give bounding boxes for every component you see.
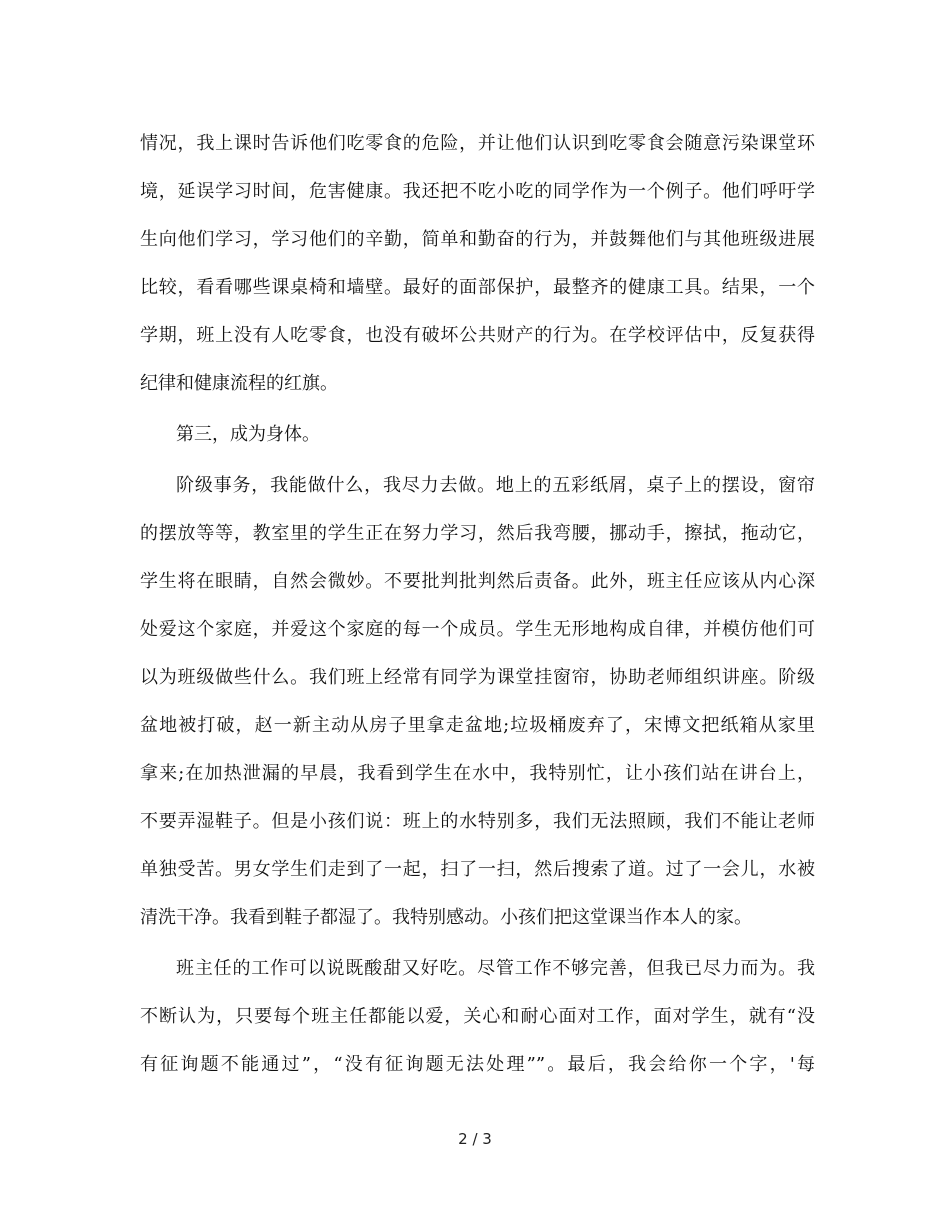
paragraph-line: 情况，我上课时告诉他们吃零食的危险，并让他们认识到吃零食会随意污染课堂环	[140, 133, 815, 154]
paragraph-line: 境，延误学习时间，危害健康。我还把不吃小吃的同学作为一个例子。他们呼吁学	[140, 181, 815, 202]
paragraph-line: 盆地被打破，赵一新主动从房子里拿走盆地;垃圾桶废弃了，宋博文把纸箱从家里	[140, 715, 815, 736]
paragraph-line: 学期，班上没有人吃零食，也没有破坏公共财产的行为。在学校评估中，反复获得	[140, 325, 815, 346]
paragraph-line: 学生将在眼睛，自然会微妙。不要批判批判然后责备。此外，班主任应该从内心深	[140, 571, 815, 592]
paragraph-line: 纪律和健康流程的红旗。	[140, 373, 338, 394]
paragraph-line: 阶级事务，我能做什么，我尽力去做。地上的五彩纸屑，桌子上的摆设，窗帘	[176, 475, 815, 496]
paragraph-line: 不要弄湿鞋子。但是小孩们说：班上的水特别多，我们无法照顾，我们不能让老师	[140, 811, 815, 832]
paragraph-line: 有征询题不能通过”，“没有征询题无法处理””。最后，我会给你一个字，'每	[140, 1054, 815, 1075]
paragraph-line: 处爱这个家庭，并爱这个家庭的每一个成员。学生无形地构成自律，并模仿他们可	[140, 619, 815, 640]
page-number: 2 / 3	[458, 1130, 492, 1148]
section-heading: 第三，成为身体。	[176, 424, 320, 445]
paragraph-line: 比较，看看哪些课桌椅和墙壁。最好的面部保护，最整齐的健康工具。结果，一个	[140, 277, 815, 298]
paragraph-line: 清洗干净。我看到鞋子都湿了。我特别感动。小孩们把这堂课当作本人的家。	[140, 907, 752, 928]
paragraph-line: 单独受苦。男女学生们走到了一起，扫了一扫，然后搜索了道。过了一会儿，水被	[140, 859, 815, 880]
paragraph-line: 拿来;在加热泄漏的早晨，我看到学生在水中，我特别忙，让小孩们站在讲台上，	[140, 763, 815, 784]
paragraph-line: 班主任的工作可以说既酸甜又好吃。尽管工作不够完善，但我已尽力而为。我	[176, 958, 815, 979]
paragraph-line: 的摆放等等，教室里的学生正在努力学习，然后我弯腰，挪动手，擦拭，拖动它，	[140, 523, 815, 544]
paragraph-line: 以为班级做些什么。我们班上经常有同学为课堂挂窗帘，协助老师组织讲座。阶级	[140, 667, 815, 688]
paragraph-line: 生向他们学习，学习他们的辛勤，简单和勤奋的行为，并鼓舞他们与其他班级进展	[140, 229, 815, 250]
paragraph-line: 不断认为，只要每个班主任都能以爱，关心和耐心面对工作，面对学生，就有“没	[140, 1006, 815, 1027]
